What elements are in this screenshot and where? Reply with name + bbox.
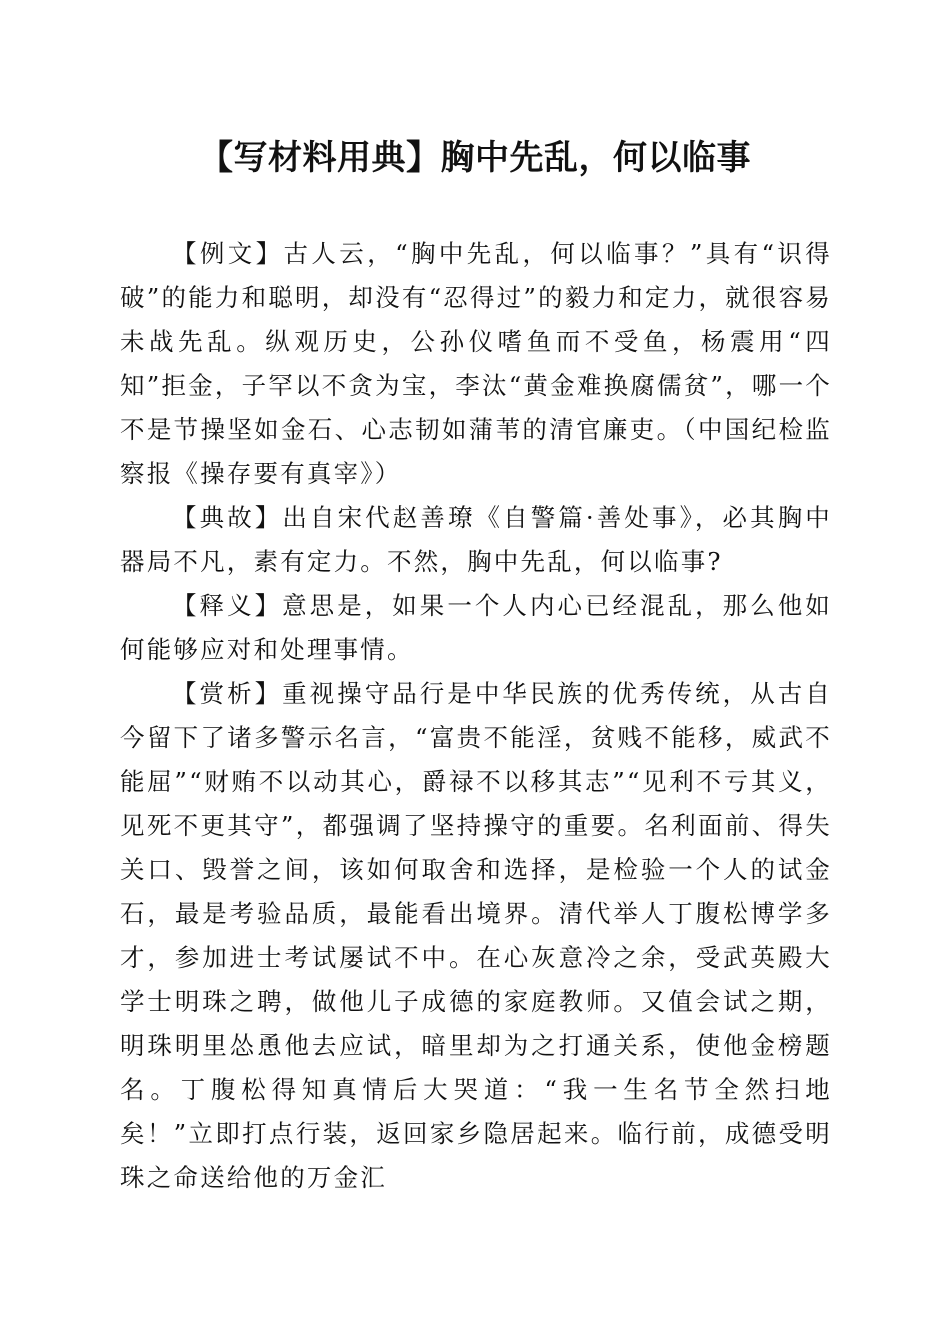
paragraph-appreciation: 【赏析】重视操守品行是中华民族的优秀传统，从古自今留下了诸多警示名言，“富贵不能淫，贫贱不能移，威武不能屈”“财贿不以动其心，爵禄不以移其志”“见利不亏其义，见死不更其守”，都强调了坚持操守的重要。名利面前、得失关口、毁誉之间，该如何取舍和选择，是检验一个人的试金石，最是考验品质，最能看出境界。清代举人丁腹松博学多才，参加进士考试屡试不中。在心灰意冷之余，受武英殿大学士明珠之聘，做他儿子成德的家庭教师。又值会试之期，明珠明里怂恿他去应试，暗里却为之打通关系，使他金榜题名。丁腹松得知真情后大哭道：“我一生名节全然扫地矣！”立即打点行装，返回家乡隐居起来。临行前，成德受明珠之命送给他的万金汇: [120, 679, 832, 1192]
paragraph-meaning: 【释义】意思是，如果一个人内心已经混乱，那么他如何能够应对和处理事情。: [120, 591, 832, 664]
document-body: [120, 232, 832, 1200]
paragraph-example: 【例文】古人云，“胸中先乱，何以临事？”具有“识得破”的能力和聪明，却没有“忍得过”的毅力和定力，就很容易未战先乱。纵观历史，公孙仪嗜鱼而不受鱼，杨震用“四知”拒金，子罕以不贪为宝，李汰“黄金难换腐儒贫”，哪一个不是节操坚如金石、心志韧如蒲苇的清官廉吏。（中国纪检监察报《操存要有真宰》）: [120, 239, 832, 488]
paragraph-allusion: 【典故】出自宋代赵善璙《自警篇·善处事》，必其胸中器局不凡，素有定力。不然，胸中先乱，何以临事?: [120, 503, 832, 576]
document-title: 【写材料用典】胸中先乱，何以临事: [199, 138, 751, 178]
